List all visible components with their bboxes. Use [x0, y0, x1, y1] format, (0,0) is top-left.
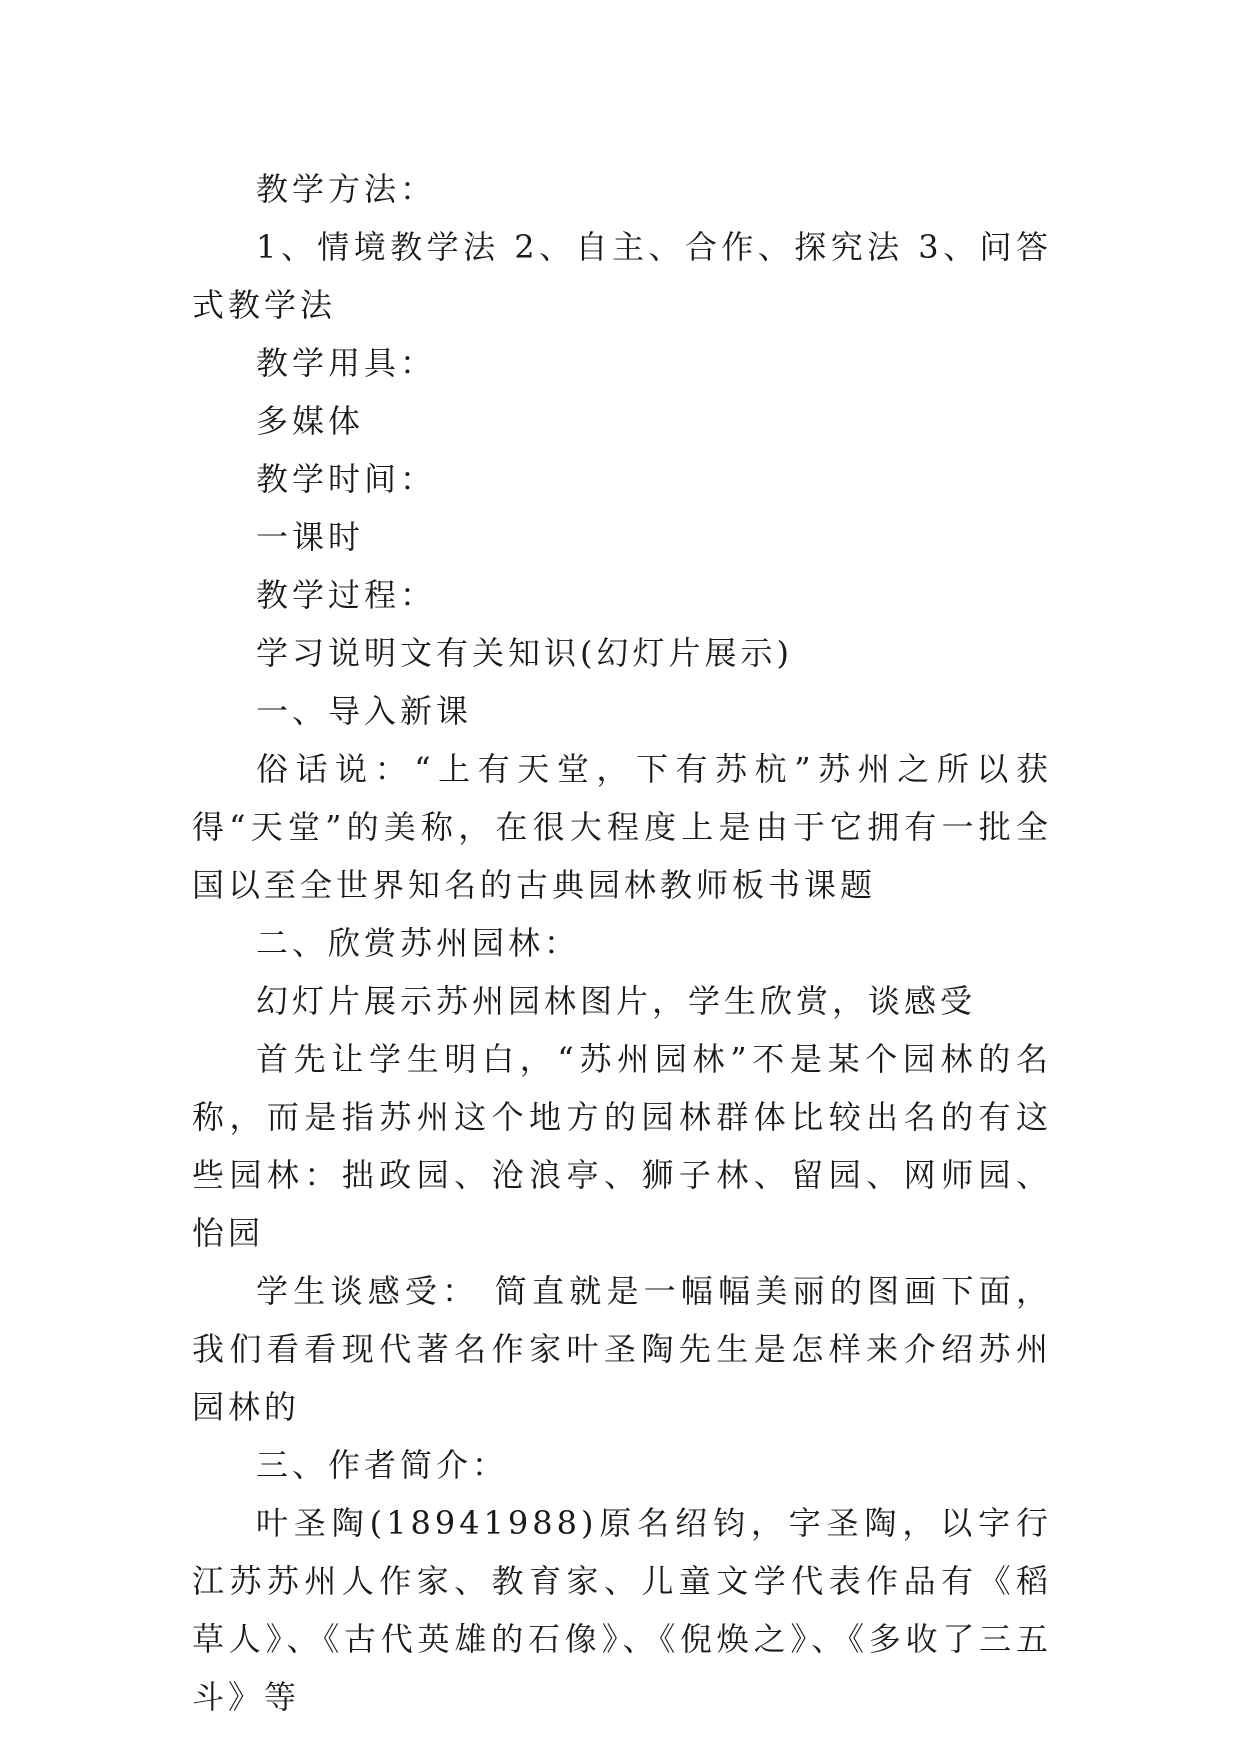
heading-teaching-methods: 教学方法：: [256, 170, 437, 208]
student-feelings-paragraph: 学生谈感受： 简直就是一幅幅美丽的图画下面，我们看看现代著名作家叶圣陶先生是怎样来介绍苏州园林的: [192, 1272, 1052, 1426]
author-bio-paragraph: 叶圣陶(18941988)原名绍钧，字圣陶，以字行江苏苏州人作家、教育家、儿童文学代表作品有《稻草人》、《古代英雄的石像》、《倪焕之》、《多收了三五斗》等: [192, 1504, 1052, 1716]
teaching-methods-list: 1、情境教学法 2、自主、合作、探究法 3、问答式教学法: [192, 228, 1052, 324]
section-one-paragraph: 俗话说：“上有天堂，下有苏杭”苏州之所以获得“天堂”的美称，在很大程度上是由于它拥有一批全国以至全世界知名的古典园林教师板书课题: [192, 750, 1052, 904]
teaching-tools-value: 多媒体: [256, 402, 365, 440]
section-two-heading: 二、欣赏苏州园林：: [256, 924, 581, 962]
section-two-paragraph: 首先让学生明白，“苏州园林”不是某个园林的名称，而是指苏州这个地方的园林群体比较出名的有这些园林：拙政园、沧浪亭、狮子林、留园、网师园、怡园: [192, 1040, 1052, 1252]
document-body: [192, 160, 1052, 1726]
heading-teaching-process: 教学过程：: [256, 576, 437, 614]
section-two-slides-line: 幻灯片展示苏州园林图片，学生欣赏，谈感受: [256, 982, 977, 1020]
heading-teaching-time: 教学时间：: [256, 460, 437, 498]
process-intro-line: 学习说明文有关知识(幻灯片展示): [256, 634, 793, 672]
teaching-time-value: 一课时: [256, 518, 365, 556]
section-one-heading: 一、导入新课: [256, 692, 473, 730]
section-three-heading: 三、作者简介：: [256, 1446, 509, 1484]
heading-teaching-tools: 教学用具：: [256, 344, 437, 382]
